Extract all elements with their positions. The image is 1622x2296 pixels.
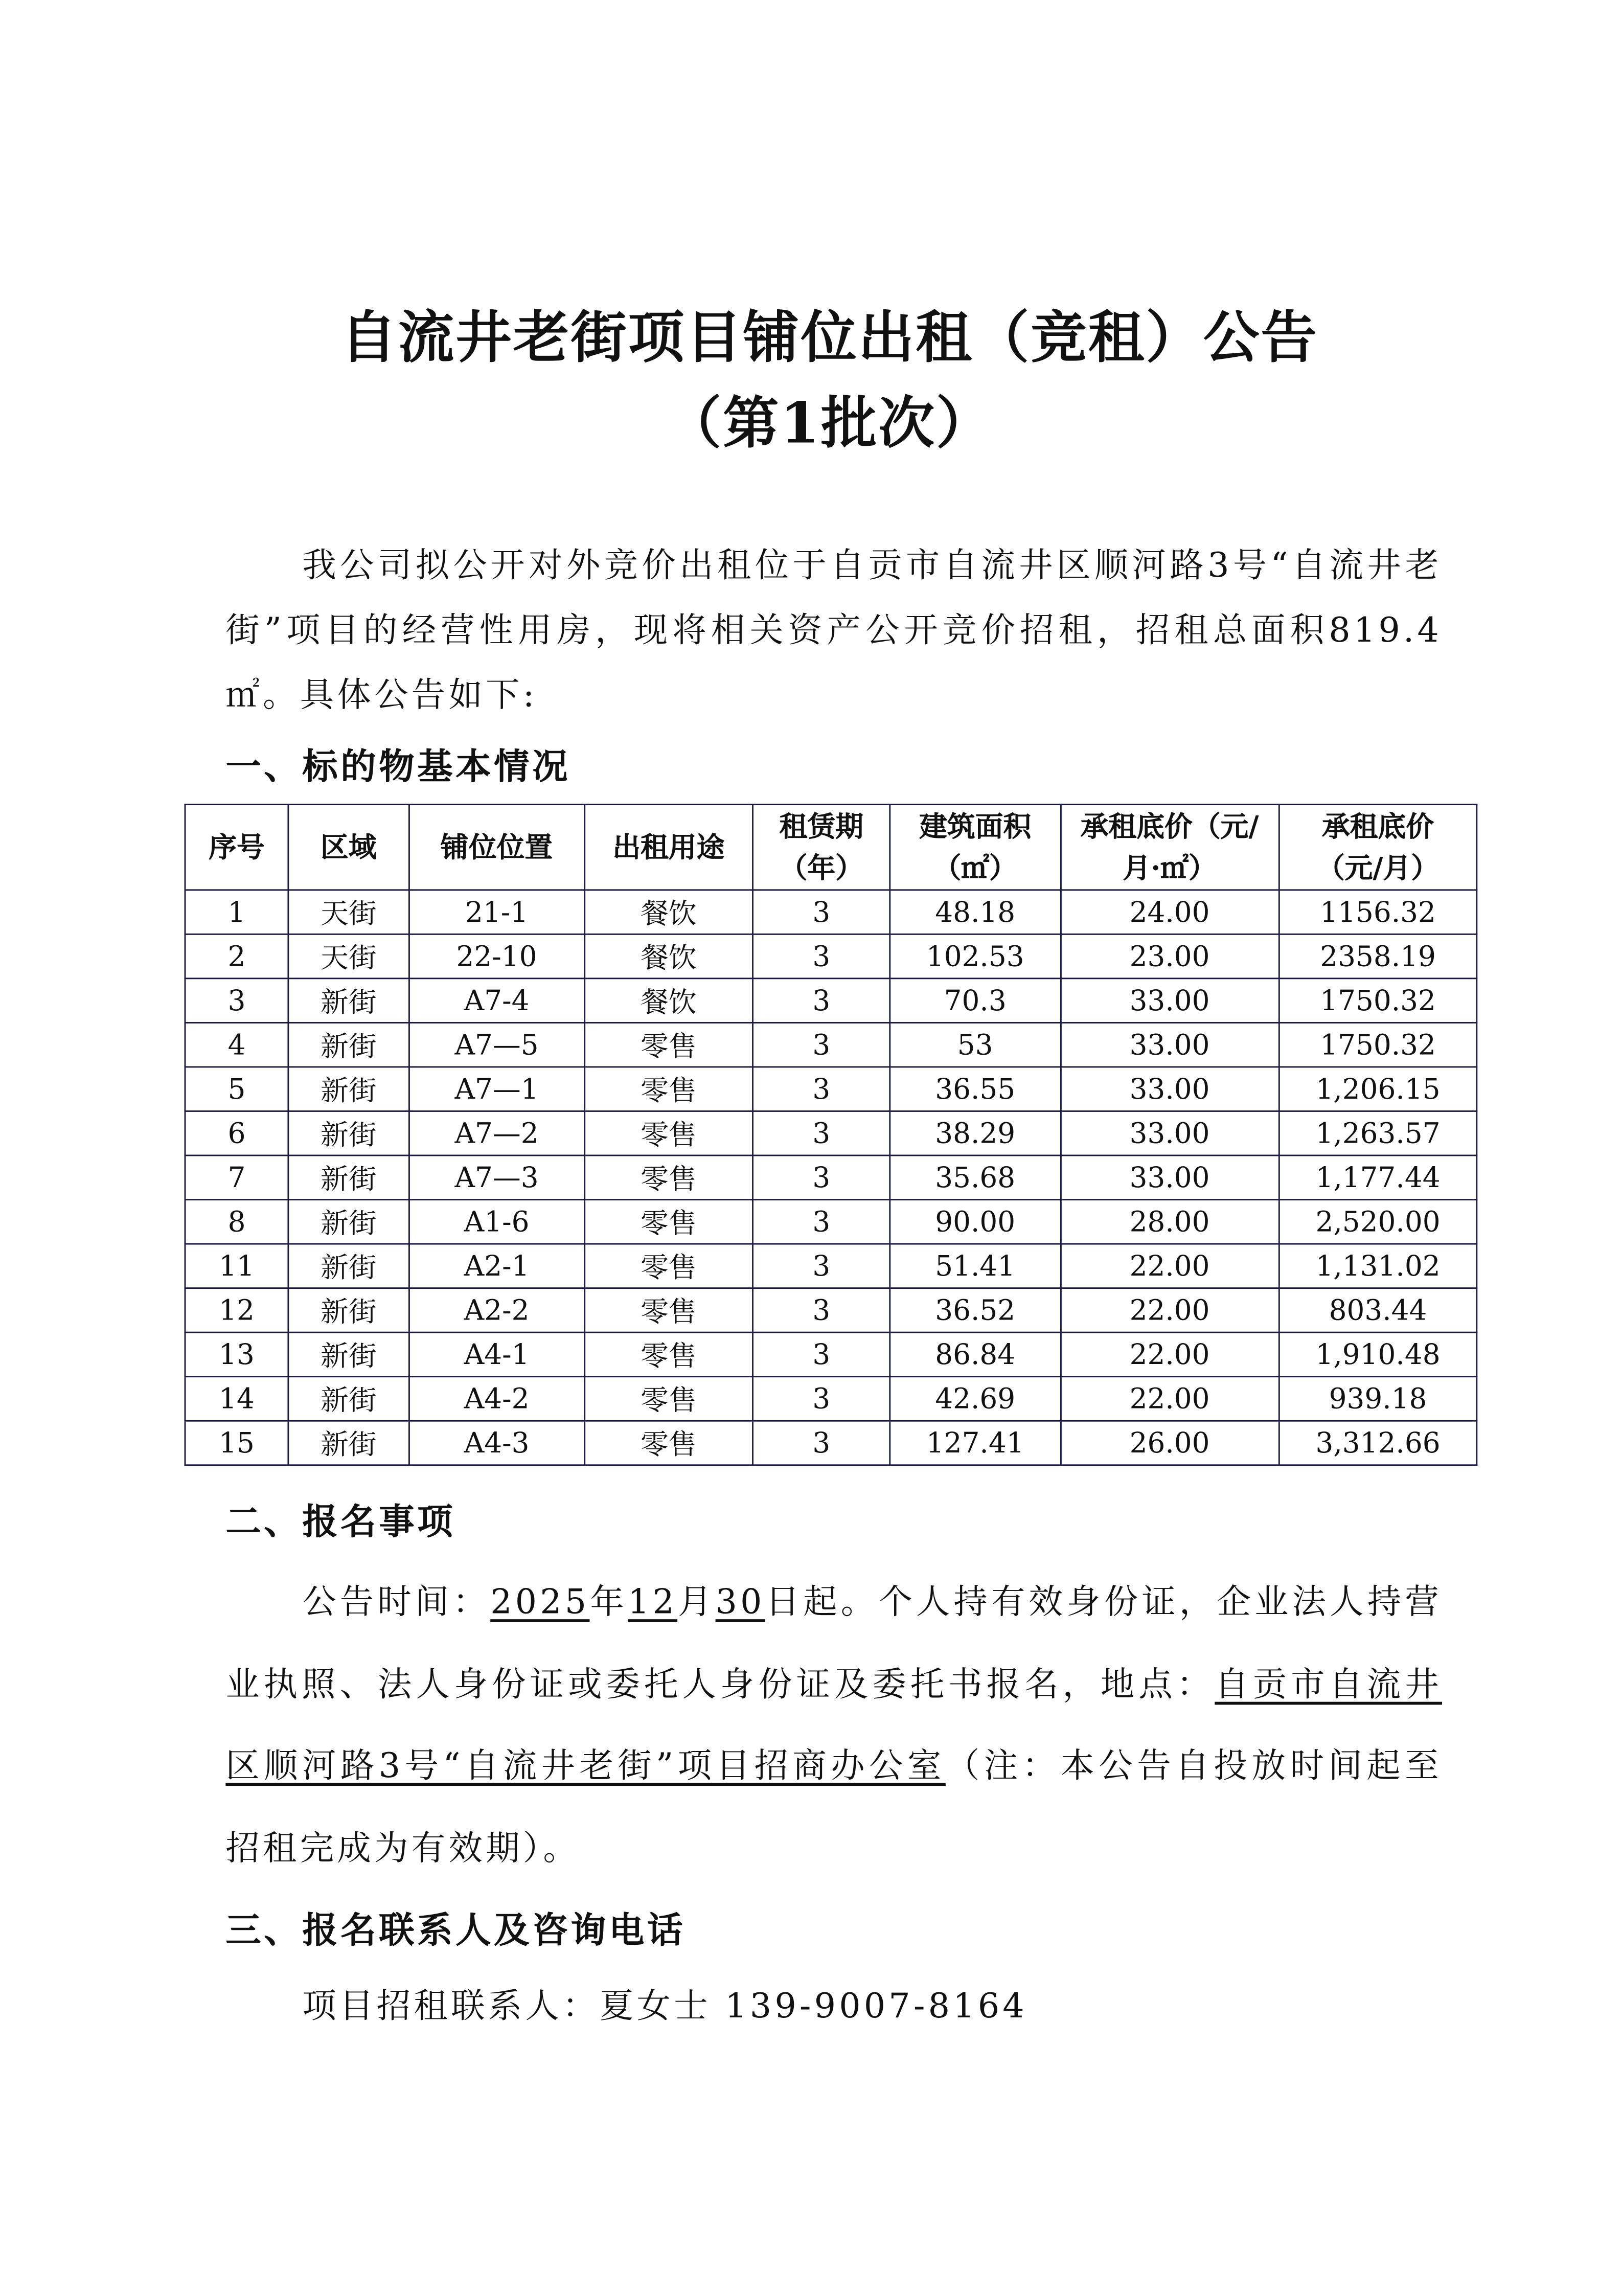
table-row [185,1022,1477,1067]
table-cell: 新街 [288,1377,409,1421]
intro-paragraph: 我公司拟公开对外竞价出租位于自贡市自流井区顺河路3号“自流井老街”项目的经营性用房，现将相关资产公开竞价招租，招租总面积819.4㎡。具体公告如下: [225,547,1443,715]
table-cell: 15 [185,1421,288,1465]
table-cell: 新街 [288,1200,409,1244]
table-cell: 零售 [584,1244,752,1288]
day: 30 [715,1583,765,1622]
table-cell: 4 [185,1022,288,1067]
month: 12 [627,1583,678,1622]
table-cell: 33.00 [1060,1111,1279,1155]
header-text: 铺位位置 [440,831,553,863]
table-row [185,1200,1477,1244]
table-cell: 35.68 [890,1155,1060,1200]
table-cell: 新街 [288,1244,409,1288]
section1-heading: 一、标的物基本情况 [225,744,571,788]
table-cell: A4-3 [409,1421,585,1465]
table-row [185,1377,1477,1421]
table-cell: 零售 [584,1022,752,1067]
table-cell: 1 [185,890,288,935]
table-cell: 3,312.66 [1279,1421,1477,1465]
table-cell: 新街 [288,1067,409,1111]
table-cell: 38.29 [890,1111,1060,1155]
table-cell: 3 [752,1244,890,1288]
table-cell: 7 [185,1155,288,1200]
table-row [185,1155,1477,1200]
table-cell: 1,263.57 [1279,1111,1477,1155]
header-text: 租赁期（年） [779,810,864,884]
column-header-use [584,804,752,890]
table-cell: A7—1 [409,1067,585,1111]
table-cell: 3 [752,1022,890,1067]
header-text: 建筑面积（㎡） [919,810,1032,884]
table-cell: A2-2 [409,1288,585,1333]
contact-line: 项目招租联系人：夏女士 139-9007-8164 [302,1988,1028,2027]
table-cell: A2-1 [409,1244,585,1288]
table-cell: 90.00 [890,1200,1060,1244]
text: 年 [589,1583,628,1622]
table-cell: 48.18 [890,890,1060,935]
table-cell: A4-2 [409,1377,585,1421]
table-cell: 新街 [288,1111,409,1155]
table-cell: 21-1 [409,890,585,935]
table-cell: 1,177.44 [1279,1155,1477,1200]
table-cell: 新街 [288,1155,409,1200]
table-cell: 零售 [584,1155,752,1200]
table-cell: 1,206.15 [1279,1067,1477,1111]
header-text: 序号 [209,831,265,863]
table-cell: 1156.32 [1279,890,1477,935]
table-cell: 3 [752,1200,890,1244]
table-cell: 3 [752,1421,890,1465]
column-header-index [185,804,288,890]
text: 日起。个人持有效身份证，企业法人持营业执照、法人身份证或委托人身份证及委托书报名，地点： [225,1583,1443,1704]
year: 2025 [490,1583,590,1622]
column-header-monthly-price [1279,804,1477,890]
table-cell: 36.55 [890,1067,1060,1111]
table-cell: 3 [752,1111,890,1155]
table-cell: 1,131.02 [1279,1244,1477,1288]
table-cell: 3 [752,934,890,979]
table-row [185,1244,1477,1288]
table-cell: 22-10 [409,934,585,979]
table-cell: 803.44 [1279,1288,1477,1333]
table-cell: 14 [185,1377,288,1421]
label: 公告时间： [302,1583,491,1622]
table-cell: 3 [752,890,890,935]
table-cell: 33.00 [1060,1022,1279,1067]
table-cell: 3 [752,1155,890,1200]
column-header-location [409,804,585,890]
table-cell: 28.00 [1060,1200,1279,1244]
table-cell: 22.00 [1060,1244,1279,1288]
table-cell: 天街 [288,890,409,935]
table-cell: 餐饮 [584,890,752,935]
text: 月 [677,1583,716,1622]
table-cell: 11 [185,1244,288,1288]
table-cell: 6 [185,1111,288,1155]
table-row [185,1067,1477,1111]
table-cell: A7—2 [409,1111,585,1155]
section3-heading: 三、报名联系人及咨询电话 [225,1908,686,1951]
table-cell: A7—5 [409,1022,585,1067]
table-cell: 3 [752,1288,890,1333]
table-cell: 新街 [288,1421,409,1465]
table-cell: 8 [185,1200,288,1244]
table-row [185,1288,1477,1333]
table-cell: 22.00 [1060,1377,1279,1421]
header-text: 承租底价（元/月·㎡） [1080,810,1259,884]
title-line1: 自流井老街项目铺位出租（竞租）公告 [340,304,1318,371]
table-row [185,1111,1477,1155]
table-cell: 22.00 [1060,1288,1279,1333]
table-cell: 1750.32 [1279,979,1477,1023]
table-cell: A4-1 [409,1332,585,1377]
table-cell: A7-4 [409,979,585,1023]
property-table [185,804,1478,1466]
table-cell: A7—3 [409,1155,585,1200]
table-cell: 零售 [584,1111,752,1155]
table-cell: 零售 [584,1332,752,1377]
column-header-floor-area [890,804,1060,890]
table-cell: 2 [185,934,288,979]
table-cell: 51.41 [890,1244,1060,1288]
registration-paragraph [225,1563,1442,1891]
section2-heading: 二、报名事项 [225,1499,456,1543]
table-cell: 天街 [288,934,409,979]
table-cell: A1-6 [409,1200,585,1244]
location: 自贡市自流井区顺河路3号“自流井老街”项目招商办公室 [225,1666,1443,1786]
table-cell: 102.53 [890,934,1060,979]
table-cell: 36.52 [890,1288,1060,1333]
table-cell: 餐饮 [584,934,752,979]
table-row [185,1421,1477,1465]
table-cell: 2358.19 [1279,934,1477,979]
table-cell: 2,520.00 [1279,1200,1477,1244]
column-header-lease-term [752,804,890,890]
table-cell: 1750.32 [1279,1022,1477,1067]
table-cell: 1,910.48 [1279,1332,1477,1377]
table-cell: 零售 [584,1421,752,1465]
table-cell: 24.00 [1060,890,1279,935]
table-cell: 新街 [288,1288,409,1333]
table-cell: 70.3 [890,979,1060,1023]
table-cell: 零售 [584,1377,752,1421]
table-cell: 3 [752,1377,890,1421]
table-row [185,1332,1477,1377]
table-cell: 22.00 [1060,1332,1279,1377]
table-row [185,979,1477,1023]
table-cell: 3 [752,1332,890,1377]
table-cell: 零售 [584,1200,752,1244]
table-cell: 新街 [288,1332,409,1377]
table-cell: 23.00 [1060,934,1279,979]
table-cell: 12 [185,1288,288,1333]
table-cell: 13 [185,1332,288,1377]
title-line2: （第1批次） [665,389,994,456]
header-text: 区域 [321,831,377,863]
table-cell: 3 [752,1067,890,1111]
table-cell: 新街 [288,979,409,1023]
table-row [185,934,1477,979]
table-row [185,890,1477,935]
table-cell: 33.00 [1060,1155,1279,1200]
table-cell: 26.00 [1060,1421,1279,1465]
table-cell: 42.69 [890,1377,1060,1421]
table-cell: 33.00 [1060,979,1279,1023]
column-header-unit-price [1060,804,1279,890]
table-cell: 3 [185,979,288,1023]
table-cell: 86.84 [890,1332,1060,1377]
table-cell: 939.18 [1279,1377,1477,1421]
table-cell: 5 [185,1067,288,1111]
table-cell: 零售 [584,1067,752,1111]
column-header-area [288,804,409,890]
table-cell: 新街 [288,1022,409,1067]
table-cell: 127.41 [890,1421,1060,1465]
table-cell: 33.00 [1060,1067,1279,1111]
header-text: 承租底价（元/月） [1316,810,1440,884]
table-cell: 餐饮 [584,979,752,1023]
table-cell: 53 [890,1022,1060,1067]
header-text: 出租用途 [612,831,725,863]
note: （注：本公告自投放时间起至招租完成为有效期）。 [225,1747,1443,1868]
table-cell: 3 [752,979,890,1023]
table-header-row [185,804,1477,890]
table-cell: 零售 [584,1288,752,1333]
